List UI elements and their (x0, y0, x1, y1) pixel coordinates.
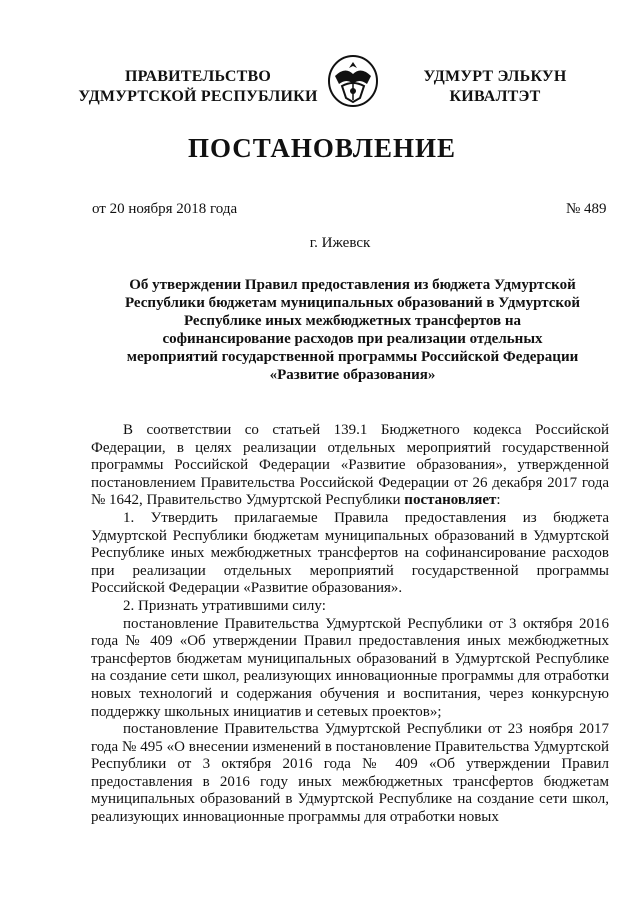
document-city: г. Ижевск (309, 235, 371, 251)
document-body (91, 422, 609, 827)
issuer-name-udmurt (420, 67, 570, 107)
issuer-line-2: УДМУРТСКОЙ РЕСПУБЛИКИ (78, 88, 318, 105)
document-number: № 489 (566, 201, 607, 217)
issuer-name-russian (78, 67, 318, 107)
coat-of-arms-emblem (327, 54, 379, 108)
paragraph-item-2: 2. Признать утратившими силу: (123, 597, 326, 614)
paragraph-repealed-2: постановление Правительства Удмуртской Республики от 23 ноября 2017 года № 495 «О внесении изменений в постановление Правительства Удмуртской Республики от 3 октября 2016 года № 409 «Об утверждении Правил предоставления в 2016 году иных межбюджетных трансфертов бюджетам муниципальных образований в Удмуртской Республике на создание сети школ, реализующих инновационные программы для отработки новых (91, 721, 609, 826)
preamble-tail: : (496, 492, 501, 509)
document-type-heading: ПОСТАНОВЛЕНИЕ (187, 133, 457, 163)
document-date: от 20 ноября 2018 года (92, 201, 238, 217)
paragraph-preamble (91, 422, 609, 510)
decision-keyword: постановляет (404, 492, 497, 509)
preamble-text: В соответствии со статьей 139.1 Бюджетного кодекса Российской Федерации, в целях реализации отдельных мероприятий государственной программы Российской Федерации «Развитие образования», утвержденной постановлением Правительства Российской Федерации от 26 декабря 2017 года № 1642, Правительство Удмуртской Республики (91, 422, 609, 509)
issuer-udmurt-line-1: УДМУРТ ЭЛЬКУН (423, 68, 567, 85)
paragraph-item-1: 1. Утвердить прилагаемые Правила предоставления из бюджета Удмуртской Республики бюджетам муниципальных образований в Удмуртской Республике иных межбюджетных трансфертов на софинансирование расходов при реализации отдельных мероприятий государственной программы Российской Федерации «Развитие образования». (91, 509, 609, 597)
paragraph-repealed-1: постановление Правительства Удмуртской Республики от 3 октября 2016 года № 409 «Об утверждении Правил предоставления иных межбюджетных трансфертов бюджетам муниципальных образований в Удмуртской Республике на создание сети школ, реализующих инновационные программы для отработки новых технологий и содержания обучения и воспитания, через конкурсную поддержку школьных инициатив и сетевых проектов»; (91, 615, 609, 720)
issuer-line-1: ПРАВИТЕЛЬСТВО (124, 68, 272, 85)
issuer-udmurt-line-2: КИВАЛТЭТ (449, 88, 541, 105)
document-title: Об утверждении Правил предоставления из бюджета Удмуртской Республики бюджетам муниципальных образований в Удмуртской Республике иных межбюджетных трансфертов на софинансирование расходов при реализации отдельных мероприятий государственной программы Российской Федерации «Развитие образования» (124, 277, 581, 383)
